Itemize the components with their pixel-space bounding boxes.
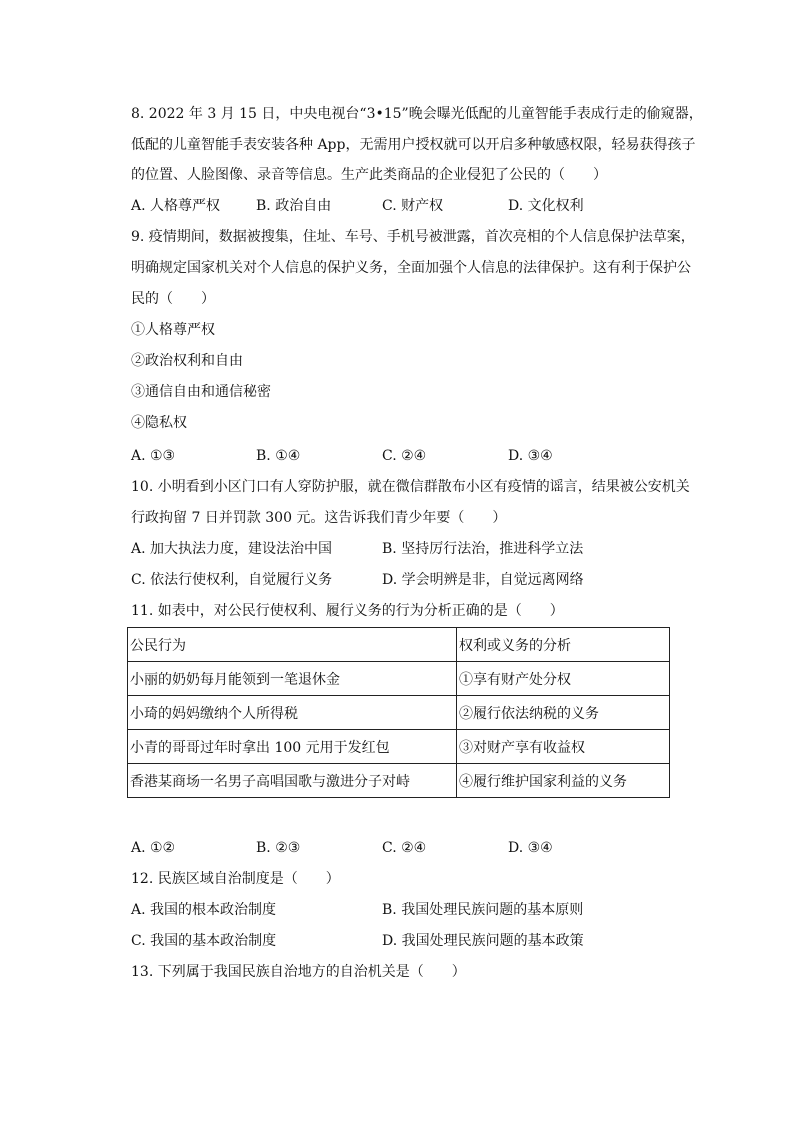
q10-stem-line2: 行政拘留 7 日并罚款 300 元。这告诉我们青少年要（ ） [131,510,507,526]
table-row [128,730,670,764]
q9-item-1: ①人格尊严权 [131,322,215,338]
table-header-cell: 公民行为 [128,628,457,662]
q12-option-c: C. 我国的基本政治制度 [131,933,277,949]
q12-option-a: A. 我国的根本政治制度 [131,902,277,918]
q11-option-a: A. ①② [131,840,176,856]
q9-stem-line2: 明确规定国家机关对个人信息的保护义务，全面加强个人信息的法律保护。这有利于保护公 [131,260,691,276]
q10-option-d: D. 学会明辨是非，自觉远离网络 [382,572,584,588]
table-cell: 香港某商场一名男子高唱国歌与激进分子对峙 [128,764,457,798]
q9-stem-line3: 民的（ ） [131,291,215,307]
q9-option-a: A. ①③ [131,448,176,464]
q9-item-2: ②政治权利和自由 [131,353,243,369]
q9-stem-line1: 9. 疫情期间，数据被搜集，住址、车号、手机号被泄露，首次亮相的个人信息保护法草案， [131,229,695,245]
table-row [128,696,670,730]
q8-option-a: A. 人格尊严权 [131,198,221,214]
q8-stem-line3: 的位置、人脸图像、录音等信息。生产此类商品的企业侵犯了公民的（ ） [131,167,607,183]
q10-option-a: A. 加大执法力度，建设法治中国 [131,541,333,557]
q8-option-c: C. 财产权 [382,198,444,214]
q12-stem: 12. 民族区域自治制度是（ ） [131,871,340,887]
table-cell: ①享有财产处分权 [457,662,670,696]
q12-option-d: D. 我国处理民族问题的基本政策 [382,933,584,949]
q9-option-c: C. ②④ [382,448,427,464]
q11-option-d: D. ③④ [508,840,553,856]
q10-option-b: B. 坚持厉行法治，推进科学立法 [382,541,584,557]
table-row [128,662,670,696]
q9-option-d: D. ③④ [508,448,553,464]
q8-option-b: B. 政治自由 [256,198,332,214]
q10-stem-line1: 10. 小明看到小区门口有人穿防护服，就在微信群散布小区有疫情的谣言，结果被公安机关 [131,479,690,495]
table-cell: ④履行维护国家利益的义务 [457,764,670,798]
q11-stem: 11. 如表中，对公民行使权利、履行义务的行为分析正确的是（ ） [131,603,564,619]
q11-option-b: B. ②③ [256,840,301,856]
table-cell: ②履行依法纳税的义务 [457,696,670,730]
q9-option-b: B. ①④ [256,448,301,464]
q8-stem-line2: 低配的儿童智能手表安装各种 App，无需用户授权就可以开启多种敏感权限，轻易获得孩子 [131,137,696,153]
table-cell: 小丽的奶奶每月能领到一笔退休金 [128,662,457,696]
q8-stem-line1: 8. 2022 年 3 月 15 日，中央电视台“3•15”晚会曝光低配的儿童智能手表成行走的偷窥器， [131,106,703,122]
table-header-row [128,628,670,662]
q11-option-c: C. ②④ [382,840,427,856]
table-cell: 小青的哥哥过年时拿出 100 元用于发红包 [128,730,457,764]
table-header-cell: 权利或义务的分析 [457,628,670,662]
q9-item-4: ④隐私权 [131,415,187,431]
q13-stem: 13. 下列属于我国民族自治地方的自治机关是（ ） [131,964,466,980]
q10-option-c: C. 依法行使权利，自觉履行义务 [131,572,333,588]
q9-item-3: ③通信自由和通信秘密 [131,384,271,400]
q12-option-b: B. 我国处理民族问题的基本原则 [382,902,584,918]
table-cell: ③对财产享有收益权 [457,730,670,764]
table-cell: 小琦的妈妈缴纳个人所得税 [128,696,457,730]
q11-table [127,627,670,798]
q8-option-d: D. 文化权利 [508,198,584,214]
table-row [128,764,670,798]
